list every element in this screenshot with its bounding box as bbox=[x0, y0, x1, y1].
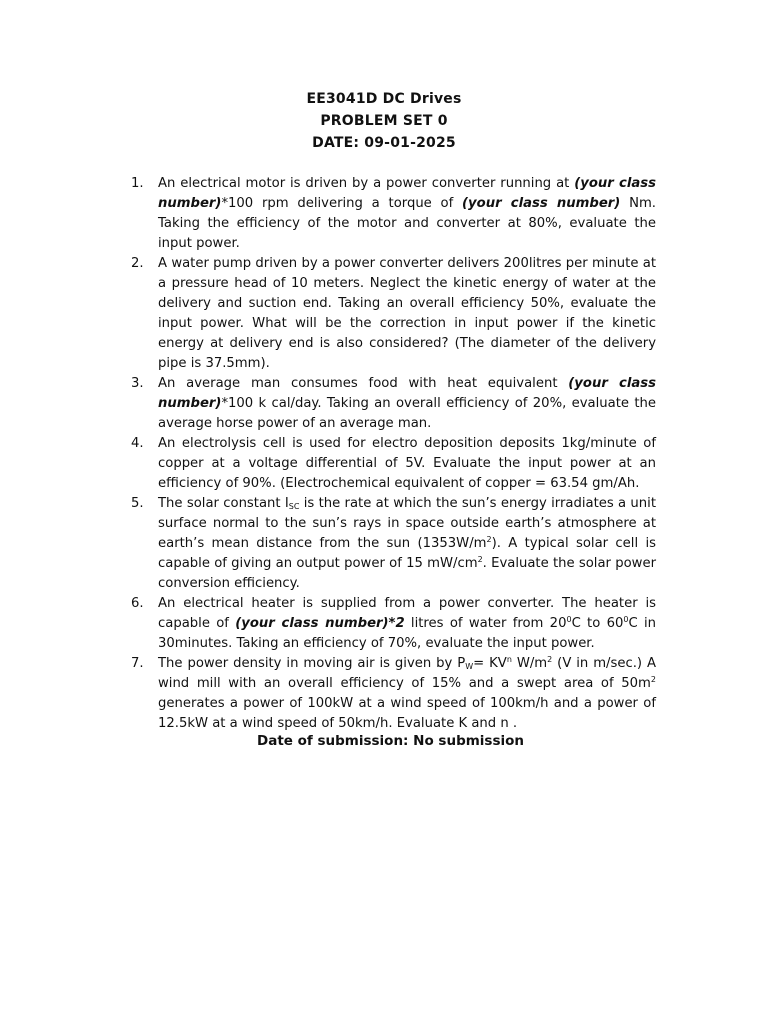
text-run: *100 rpm delivering a torque of bbox=[221, 196, 463, 211]
problem-item-5 bbox=[131, 494, 656, 594]
emphasis-text: (your class number) bbox=[158, 176, 656, 211]
problem-list bbox=[131, 174, 656, 734]
problem-number: 3. bbox=[131, 376, 144, 391]
problem-item-1 bbox=[131, 174, 656, 254]
text-run: An electrolysis cell is used for electro deposition deposits 1kg/minute of copper at a voltage differential of 5V. Evaluate the input power at an efficiency of 90%. (Electrochemical equivalent of copper = 63.54 gm/Ah. bbox=[158, 436, 656, 491]
problem-text bbox=[158, 654, 656, 734]
text-run: ). A typical solar cell is capable of giving an output power of 15 mW/cm bbox=[158, 536, 657, 571]
problem-item-4 bbox=[131, 434, 656, 494]
superscript: 2 bbox=[477, 555, 483, 564]
problem-item-6 bbox=[131, 594, 656, 654]
superscript: 2 bbox=[650, 675, 656, 684]
subscript: SC bbox=[288, 502, 300, 511]
text-run: litres of water from 20 bbox=[404, 616, 567, 631]
text-run: A water pump driven by a power converter delivers 200litres per minute at a pressure head of 10 meters. Neglect the kinetic energy of water at the delivery and suction end. Taking an overall efficiency 50%, evaluate the input power. What will be the correction in input power if the kinetic energy at delivery end is also considered? (The diameter of the delivery pipe is 37.5mm). bbox=[158, 256, 656, 371]
problem-number: 2. bbox=[131, 256, 144, 271]
text-run: is the rate at which the sun’s energy irradiates a unit surface normal to the sun’s rays in space outside earth’s atmosphere at earth’s mean distance from the sun (1353W/m bbox=[158, 496, 656, 551]
emphasis-text: (your class number)*2 bbox=[235, 616, 405, 631]
text-run: = KV bbox=[473, 656, 507, 671]
emphasis-text: (your class number) bbox=[462, 196, 621, 211]
problem-text bbox=[158, 434, 656, 494]
text-run: An electrical motor is driven by a power converter running at bbox=[158, 176, 575, 191]
problem-item-2 bbox=[131, 254, 656, 374]
problem-set-date: DATE: 09-01-2025 bbox=[312, 135, 456, 151]
text-run: An electrical heater is supplied from a power converter. The heater is capable of bbox=[158, 596, 656, 631]
problem-text bbox=[158, 594, 656, 654]
text-run: generates a power of 100kW at a wind speed of 100km/h and a power of 12.5kW at a wind speed of 50km/h. Evaluate K and n . bbox=[158, 696, 656, 731]
text-run: The power density in moving air is given by P bbox=[158, 656, 466, 671]
superscript: 2 bbox=[547, 655, 553, 664]
problem-number: 4. bbox=[131, 436, 144, 451]
text-run: C in 30minutes. Taking an efficiency of 70%, evaluate the input power. bbox=[158, 616, 656, 651]
superscript: 0 bbox=[623, 615, 629, 624]
problem-text bbox=[158, 374, 656, 434]
text-run: W/m bbox=[511, 656, 548, 671]
submission-note: Date of submission: No submission bbox=[257, 733, 525, 749]
text-run: The solar constant I bbox=[158, 496, 289, 511]
text-run: (V in m/sec.) A wind mill with an overall efficiency of 15% and a swept area of 50m bbox=[158, 656, 657, 691]
problem-item-7 bbox=[131, 654, 656, 734]
problem-text bbox=[158, 174, 656, 254]
course-title: EE3041D DC Drives bbox=[306, 91, 462, 107]
text-run: An average man consumes food with heat equivalent bbox=[158, 376, 569, 391]
text-run: C to 60 bbox=[571, 616, 624, 631]
emphasis-text: (your class number) bbox=[158, 376, 656, 411]
problem-number: 5. bbox=[131, 496, 144, 511]
problem-item-3 bbox=[131, 374, 656, 434]
text-run: Nm. Taking the efficiency of the motor and converter at 80%, evaluate the input power. bbox=[158, 196, 656, 251]
superscript: 2 bbox=[486, 535, 492, 544]
document-header bbox=[0, 88, 768, 154]
problem-number: 6. bbox=[131, 596, 144, 611]
superscript: 0 bbox=[566, 615, 572, 624]
text-run: *100 k cal/day. Taking an overall efficiency of 20%, evaluate the average horse power of an average man. bbox=[158, 396, 656, 431]
problem-text bbox=[158, 494, 656, 594]
text-run: . Evaluate the solar power conversion efficiency. bbox=[158, 556, 656, 591]
superscript: n bbox=[506, 655, 512, 664]
problem-set-title: PROBLEM SET 0 bbox=[320, 113, 448, 129]
subscript: W bbox=[465, 662, 474, 671]
problem-number: 1. bbox=[131, 176, 144, 191]
problem-number: 7. bbox=[131, 656, 144, 671]
problem-text bbox=[158, 254, 656, 374]
